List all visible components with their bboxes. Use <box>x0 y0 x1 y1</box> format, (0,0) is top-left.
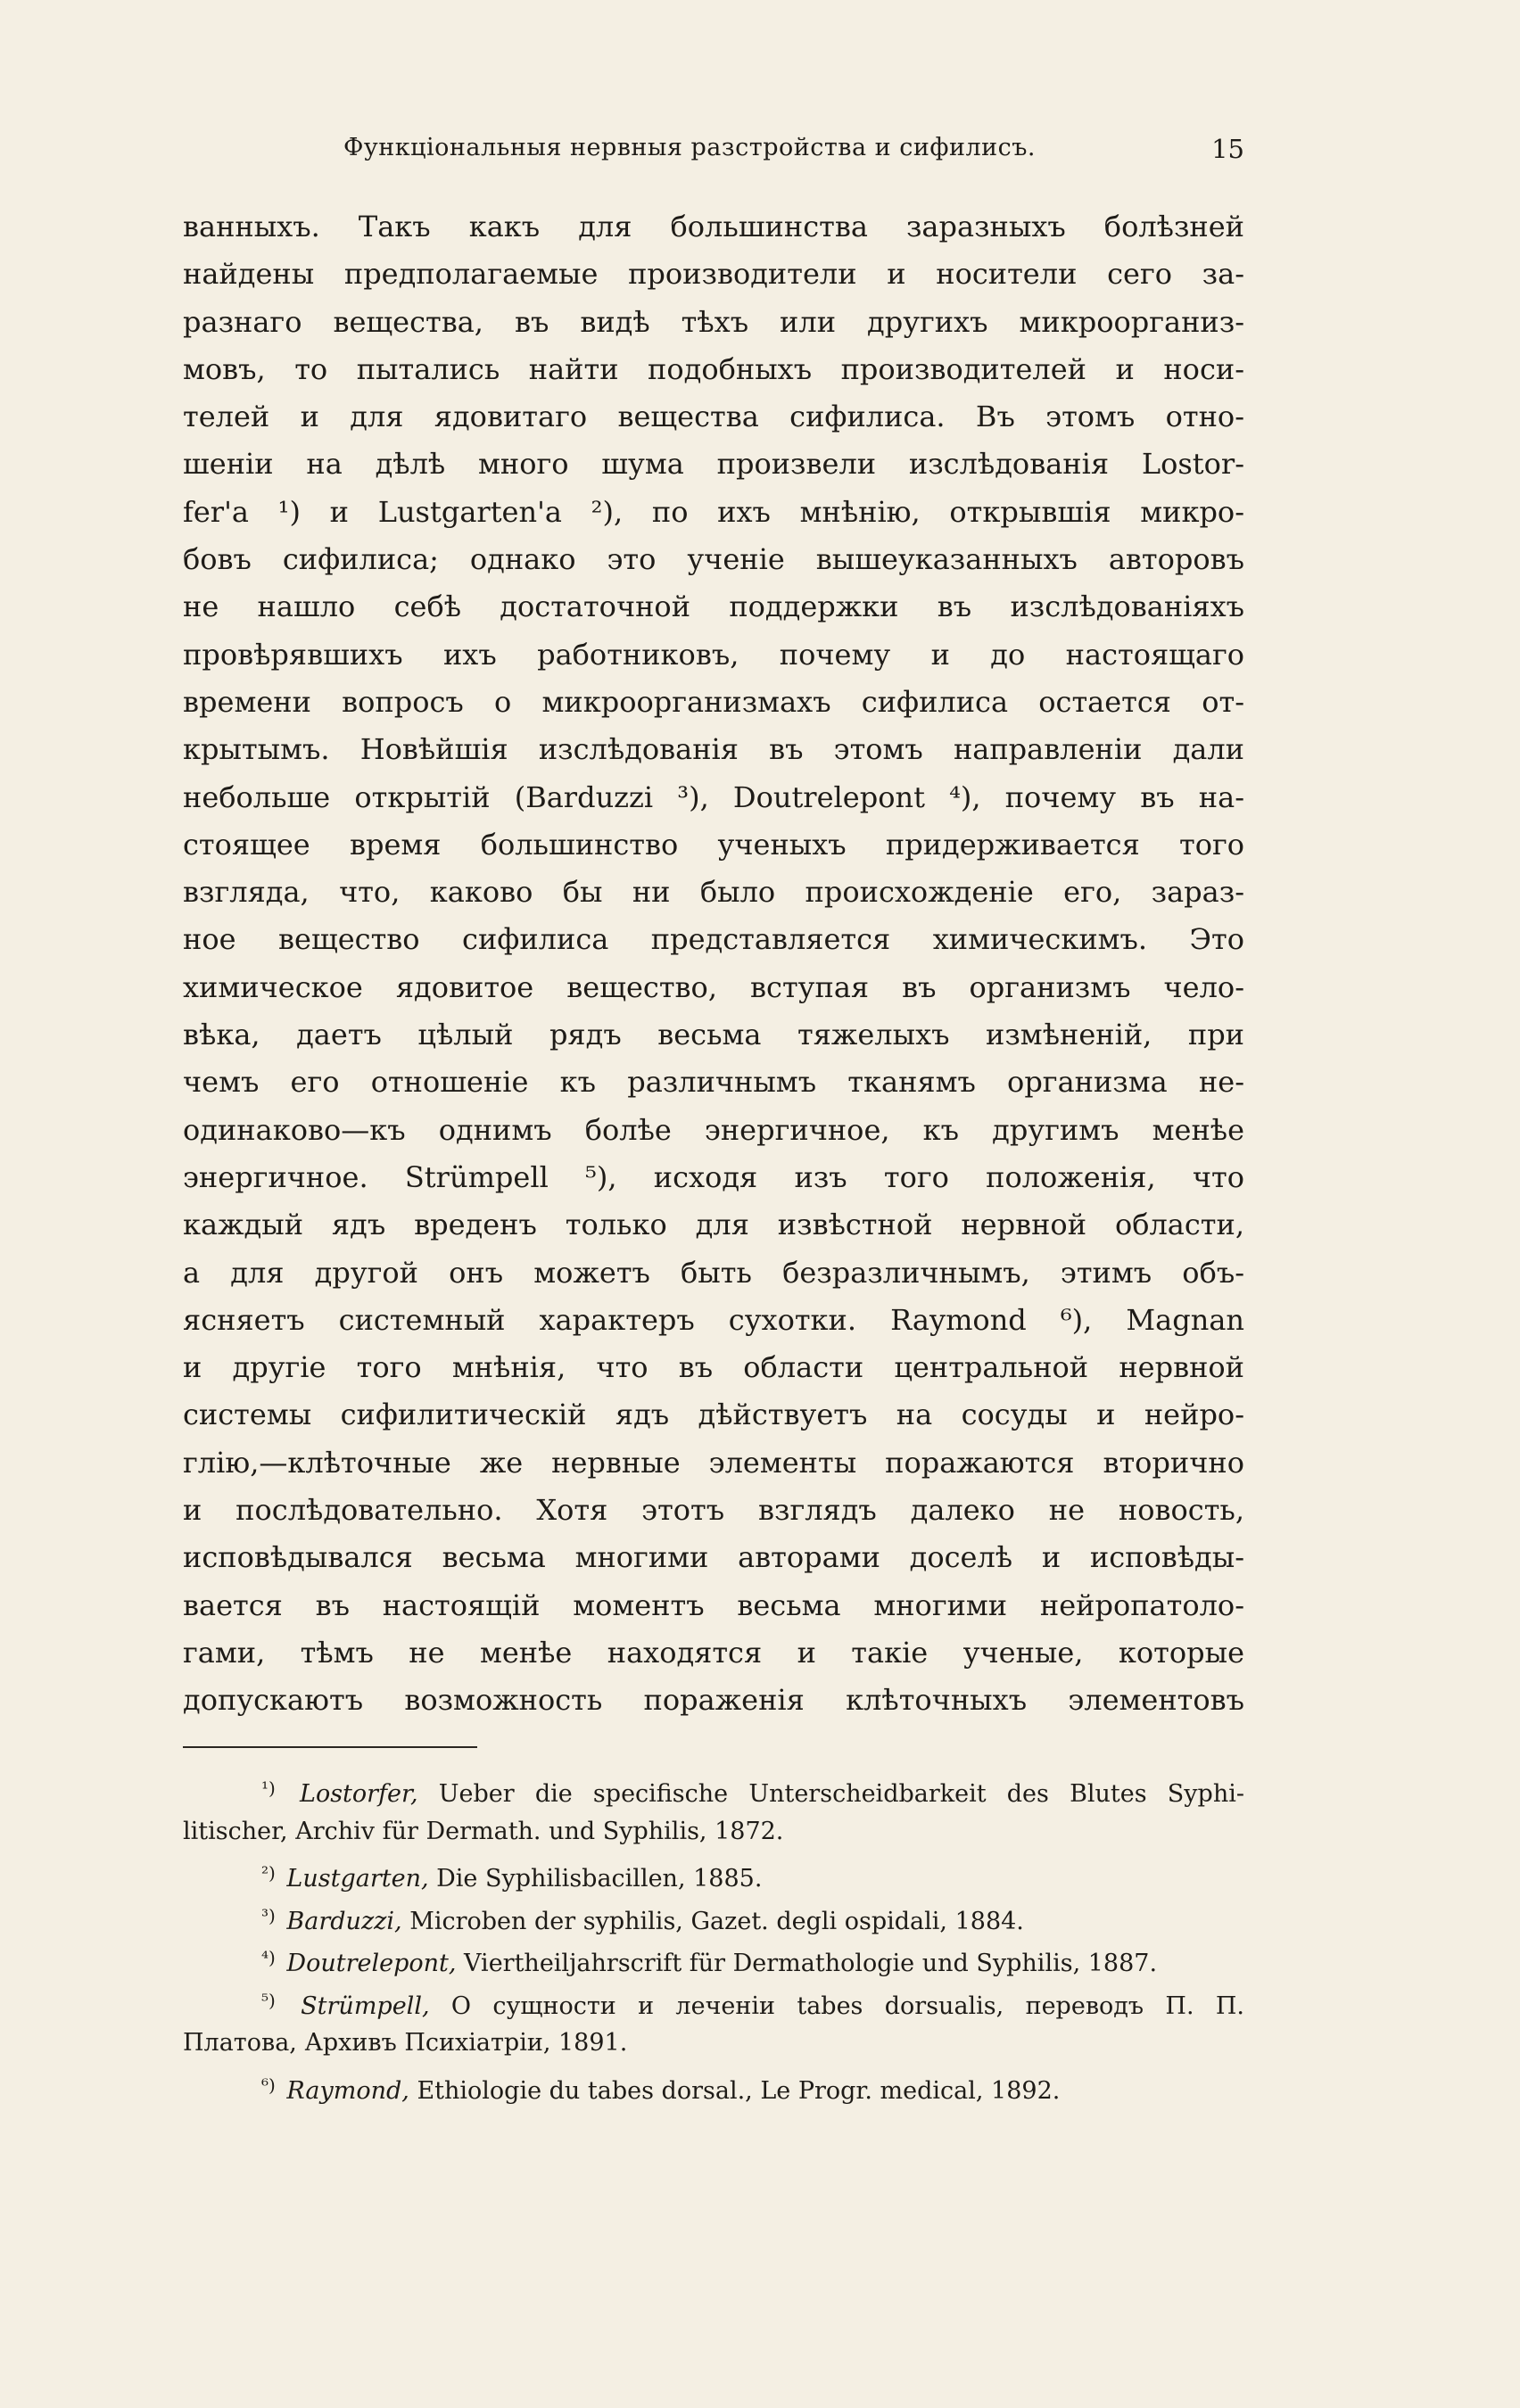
body-line: бовъ сифилиса; однако это ученіе вышеуказанныхъ авторовъ <box>183 542 1244 577</box>
body-line: а для другой онъ можетъ быть безразличнымъ, этимъ объ- <box>183 1255 1244 1290</box>
body-line: ясняетъ системный характеръ сухотки. Raymond ⁶), Magnan <box>183 1302 1244 1337</box>
body-line: вѣка, даетъ цѣлый рядъ весьма тяжелыхъ измѣненій, при <box>183 1018 1244 1052</box>
footnote-author: Lostorfer, <box>300 1780 418 1808</box>
footnotes <box>183 1768 1244 2107</box>
footnote-text: Ueber die specifische Unterscheidbarkeit des Blutes Syphi- <box>438 1780 1244 1808</box>
body-line: чемъ его отношеніе къ различнымъ тканямъ организма не- <box>183 1065 1244 1100</box>
body-line: мовъ, то пытались найти подобныхъ производителей и носи- <box>183 351 1244 386</box>
footnote-4 <box>183 1937 1244 1980</box>
body-line: стоящее время большинство ученыхъ придерживается того <box>183 827 1244 862</box>
running-head <box>183 134 1244 169</box>
footnote-text: litischer, Archiv für Dermath. und Syphilis, 1872. <box>183 1817 784 1845</box>
footnote-6 <box>183 2065 1244 2107</box>
body-line: энергичное. Strümpell ⁵), исходя изъ того положенія, что <box>183 1159 1244 1194</box>
body-text <box>183 203 1244 1725</box>
body-line: гами, тѣмъ не менѣе находятся и такіе ученые, которые <box>183 1635 1244 1670</box>
footnote-text: Платова, Архивъ Психіатріи, 1891. <box>183 2029 628 2057</box>
footnote-text: Viertheiljahrscrift für Dermathologie und Syphilis, 1887. <box>464 1950 1158 1977</box>
body-line: одинаково—къ однимъ болѣе энергичное, къ другимъ менѣе <box>183 1112 1244 1147</box>
footnote-author: Doutrelepont, <box>286 1950 457 1977</box>
body-line: ное вещество сифилиса представляется химическимъ. Это <box>183 922 1244 957</box>
body-line: ванныхъ. Такъ какъ для большинства заразныхъ болѣзней <box>183 210 1244 243</box>
footnote-marker: ³) <box>261 1904 276 1926</box>
page-number: 15 <box>1211 134 1244 164</box>
body-line: разнаго вещества, въ видѣ тѣхъ или другихъ микроорганиз- <box>183 304 1244 339</box>
body-line: системы сифилитическій ядъ дѣйствуетъ на сосуды и нейро- <box>183 1398 1244 1432</box>
footnote-marker: ⁴) <box>261 1947 276 1968</box>
footnote-marker: ⁵) <box>261 1989 276 2011</box>
body-line: исповѣдывался весьма многими авторами доселѣ и исповѣды- <box>183 1540 1244 1575</box>
body-line: глію,—клѣточные же нервные элементы поражаются вторично <box>183 1445 1244 1480</box>
body-line: телей и для ядовитаго вещества сифилиса. Въ этомъ отно- <box>183 400 1244 434</box>
footnote-1-continued <box>183 1810 1244 1853</box>
footnote-marker: ²) <box>261 1862 276 1884</box>
footnote-author: Lustgarten, <box>286 1865 429 1893</box>
body-line: не нашло себѣ достаточной поддержки въ изслѣдованіяхъ <box>183 590 1244 624</box>
body-line: химическое ядовитое вещество, вступая въ организмъ чело- <box>183 969 1244 1004</box>
body-line: допускаютъ возможность пораженія клѣточныхъ элементовъ <box>183 1683 1244 1718</box>
footnote-text: Microben der syphilis, Gazet. degli ospidali, 1884. <box>409 1907 1024 1935</box>
footnote-2 <box>183 1852 1244 1895</box>
body-line: fer'а ¹) и Lustgarten'а ²), по ихъ мнѣнію, открывшія микро- <box>183 494 1244 529</box>
footnote-5 <box>183 1980 1244 2023</box>
footnote-text: О сущности и леченіи tabes dorsualis, переводъ П. П. <box>450 1992 1244 2020</box>
body-line: провѣрявшихъ ихъ работниковъ, почему и до настоящаго <box>183 637 1244 672</box>
running-title: Функціональныя нервныя разстройства и сифилисъ. <box>343 134 1037 161</box>
body-line: найдены предполагаемые производители и носители сего за- <box>183 257 1244 292</box>
footnote-5-continued <box>183 2022 1244 2065</box>
footnote-1 <box>183 1768 1244 1810</box>
body-line: и послѣдовательно. Хотя этотъ взглядъ далеко не новость, <box>183 1493 1244 1528</box>
body-line: шеніи на дѣлѣ много шума произвели изслѣдованія Lostor- <box>183 447 1244 482</box>
footnote-marker: ⁶) <box>261 2074 276 2096</box>
body-line: каждый ядъ вреденъ только для извѣстной нервной области, <box>183 1208 1244 1242</box>
body-line: небольше открытій (Barduzzi ³), Doutrelepont ⁴), почему въ на- <box>183 779 1244 814</box>
footnote-text: Ethiologie du tabes dorsal., Le Progr. medical, 1892. <box>417 2076 1061 2105</box>
footnote-3 <box>183 1895 1244 1938</box>
body-line: и другіе того мнѣнія, что въ области центральной нервной <box>183 1350 1244 1385</box>
body-line: времени вопросъ о микроорганизмахъ сифилиса остается от- <box>183 684 1244 719</box>
footnote-text: Die Syphilisbacillen, 1885. <box>436 1865 763 1893</box>
body-line: вается въ настоящій моментъ весьма многими нейропатоло- <box>183 1587 1244 1622</box>
footnote-marker: ¹) <box>261 1777 276 1799</box>
body-line: крытымъ. Новѣйшія изслѣдованія въ этомъ направленіи дали <box>183 732 1244 767</box>
footnote-divider <box>183 1746 477 1748</box>
body-line: взгляда, что, каково бы ни было происхожденіе его, зараз- <box>183 875 1244 910</box>
footnote-author: Raymond, <box>286 2076 409 2105</box>
footnote-author: Barduzzi, <box>286 1907 402 1935</box>
footnote-author: Strümpell, <box>301 1992 430 2020</box>
